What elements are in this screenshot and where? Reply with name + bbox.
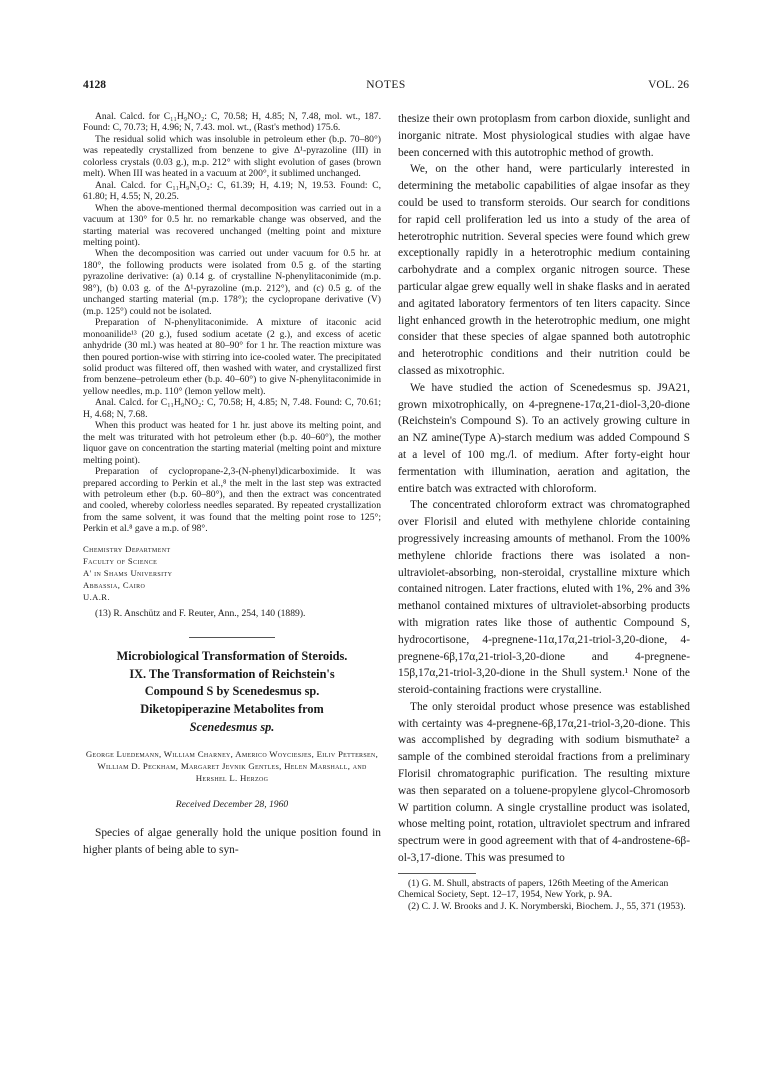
footnote-2: (2) C. J. W. Brooks and J. K. Norymberski, Biochem. J., 55, 371 (1953). — [408, 900, 686, 912]
address-line: A' in Shams University — [83, 567, 173, 578]
address-line: Faculty of Science — [83, 555, 158, 566]
title-line: Microbiological Transformation of Steroids. — [116, 649, 348, 664]
affiliation-address — [83, 543, 381, 603]
section-divider — [189, 637, 275, 638]
paragraph: When this product was heated for 1 hr. just above its melting point, and the melt was triturated with hot petroleum ether (b.p. 40–60°), the mother liquor gave on concentration the starting material (melting point and mixture melting point). — [83, 420, 381, 466]
paragraph: The concentrated chloroform extract was chromatographed over Florisil and eluted with methylene chloride containing progressively increasing amounts of methanol. From the 100% methylene chloride fractions there was isolated a non-ultraviolet-absorbing, non-steroidal, crystalline mixture which contained nitrogen. Later fractions, eluted with 1%, 2% and 3% methanol contained mixtures of ultraviolet-absorbing products with migration rates like those of authentic Compound S, hydrocortisone, 4-pregnene-11α,17α,21-triol-3,20-dione, 4-pregnene-6β,17α,21-triol-3,20-dione and 4-pregnene-15β,17α,21-triol-3,20-dione in the Shull system.¹ None of the steroid-containing fractions were crystalline. — [398, 499, 690, 697]
paragraph: The residual solid which was insoluble in petroleum ether (b.p. 70–80°) was repeatedly crystallized from benzene to give Δ¹-pyrazoline (III) in colorless crystals (0.03 g.), m.p. 212° with slight evolution of gases (brown melt). When III was heated in a vacuum at 200°, it sublimed unchanged. — [83, 133, 381, 180]
received-date: Received December 28, 1960 — [175, 799, 289, 811]
paragraph: Species of algae generally hold the unique position found in higher plants of being able to syn- — [83, 827, 381, 856]
title-line: Compound S by Scenedesmus sp. — [144, 684, 320, 699]
author-list: George Luedemann, William Charney, Americo Woyciesjes, Eiliv Pettersen, William D. Peckham, Margaret Jevnik Gentles, Helen Marshall, and Hershel L. Herzog — [85, 749, 379, 784]
paragraph: Anal. Calcd. for C₁₁H₉NO₂: C, 70.58; H, 4.85; N, 7.48. Found: C, 70.61; H, 4.68; N, 7.68. — [83, 397, 381, 420]
page-number: 4128 — [83, 79, 106, 91]
volume-number: VOL. 26 — [648, 79, 689, 91]
experimental-text — [83, 111, 381, 535]
reference-13: (13) R. Anschütz and F. Reuter, Ann., 254, 140 (1889). — [95, 607, 306, 619]
address-line: Chemistry Department — [83, 543, 171, 554]
paragraph: The only steroidal product whose presence was established with certainty was 4-pregnene-6β,17α,21-triol-3,20-dione. This was accomplished by degrading with sodium bismuthate² a sample of the combined steroidal fractions from a preliminary Florisil chromatographic purification. The resulting mixture was then separated on a toluene-propylene glycol-Chromosorb W partition column. A single crystalline product was isolated, whose melting point, rotation, ultraviolet spectrum and infrared spectrum were in good agreement with that of 4-androstene-6β-ol-3,17-dione. This was presumed to — [398, 700, 690, 865]
footnote-1: (1) G. M. Shull, abstracts of papers, 126th Meeting of the American Chemical Society, Sept. 12–17, 1954, New York, p. 9A. — [398, 877, 669, 901]
paragraph: Preparation of cyclopropane-2,3-(N-phenyl)dicarboximide. It was prepared according to Perkin et al.,⁸ the melt in the last step was extracted with petroleum ether (b.p. 60–80°), and then the extract was concentrated and cooled, whereby colorless needles separated. By repeated crystallization from the same solvent, it was found that the melting point rose to 125°; Perkin et al.⁸ gave a m.p. of 98°. — [83, 466, 381, 535]
paragraph: Preparation of N-phenylitaconimide. A mixture of itaconic acid monoanilide¹³ (20 g.), fused sodium acetate (2 g.), and excess of acetic anhydride (30 ml.) was heated at 80–90° for 1 hr. The reaction mixture was then poured portion-wise with stirring into ice-cooled water. The precipitated solid product was filtered off, then washed with water, and crystallized first from benzene–petroleum ether (b.p. 40–60°) to give N-phenylitaconimide in yellow needles, m.p. 110° (lemon yellow melt). — [83, 317, 381, 397]
address-line: U.A.R. — [83, 591, 110, 602]
article-intro — [83, 825, 381, 859]
footnote-divider — [398, 873, 476, 874]
paragraph: When the above-mentioned thermal decomposition was carried out in a vacuum at 130° for 0.5 hr. no remarkable change was observed, and the starting material was recovered unchanged (melting point and mixture melting point). — [83, 202, 381, 248]
section-name: NOTES — [366, 79, 406, 91]
paragraph: thesize their own protoplasm from carbon dioxide, sunlight and inorganic nitrate. Most physiological studies with algae have been concerned with this autotrophic method of growth. — [398, 113, 690, 159]
article-title — [83, 648, 381, 736]
paragraph: Anal. Calcd. for C₁₁H₉NO₂: C, 70.58; H, 4.85; N, 7.48, mol. wt., 187. Found: C, 70.73; H, 4.96; N, 7.43. mol. wt., (Rast's method) 175.6. — [83, 111, 381, 134]
paragraph: We have studied the action of Scenedesmus sp. J9A21, grown mixotrophically, on 4-pregnene-17α,21-diol-3,20-dione (Reichstein's Compound S). To an actively growing culture in an NZ amine(Type A)-starch medium was added Compound S at a level of 100 mg./l. of medium. After forty-eight hour fermentation with illumination, aeration and agitation, the entire batch was extracted with chloroform. — [398, 381, 690, 495]
title-line: Scenedesmus sp. — [189, 719, 275, 734]
address-line: Abbassia, Cairo — [83, 579, 146, 590]
title-line: IX. The Transformation of Reichstein's — [129, 666, 335, 681]
paragraph: Anal. Calcd. for C₁₁H₉N₃O₂: C, 61.39; H, 4.19; N, 19.53. Found: C, 61.80; H, 4.55; N, 20.25. — [83, 179, 381, 203]
title-line: Diketopiperazine Metabolites from — [140, 701, 324, 716]
article-body — [398, 111, 690, 867]
running-header — [83, 79, 689, 95]
paragraph: We, on the other hand, were particularly interested in determining the metabolic capabilities of algae insofar as they could be used to transform steroids. Our search for conditions for rapid cell proliferation led us into a study of the area of heterotrophic nutrition. Several species were found which grew exceptionally rapidly in a heterotrophic medium containing carbohydrate and a complex organic nitrogen source. These particular algae grew equally well in shake flasks and in aerated and agitated laboratory fermentors of ten liters capacity. Since light enhanced growth in the heterotrophic medium, one might consider that these species of algae spanned both autotrophic and heterotrophic conditions and their nutrition could be classed as mixotrophic. — [398, 163, 690, 377]
right-column — [398, 111, 690, 912]
paragraph: When the decomposition was carried out under vacuum for 0.5 hr. at 180°, the following products were isolated from 0.5 g. of the starting pyrazoline derivative: (a) 0.14 g. of crystalline N-phenylitaconimide (m.p. 98°), (b) 0.03 g. of the Δ¹-pyrazoline (m.p. 212°), and (c) 0.5 g. of the unchanged starting material (m.p. 178°); the cyclopropane derivative (V) (m.p. 125°) could not be isolated. — [83, 248, 381, 317]
left-column — [83, 111, 381, 859]
